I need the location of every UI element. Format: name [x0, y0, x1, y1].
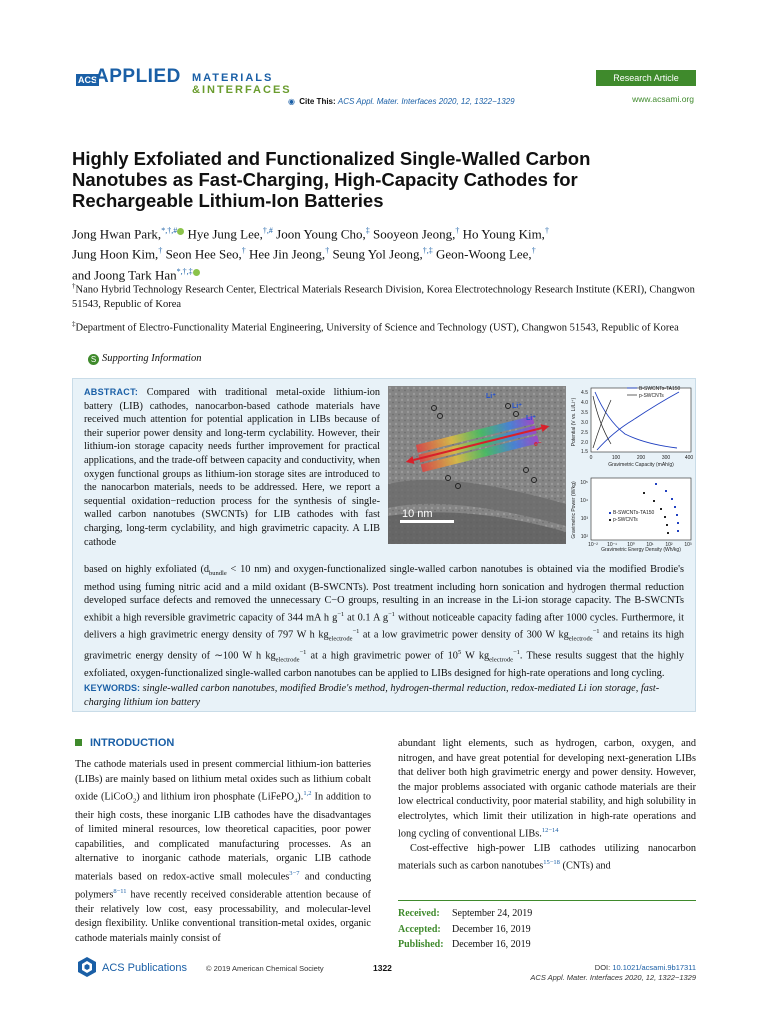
li-ion-label: Li⁺ [486, 393, 496, 400]
ragone-plot [567, 472, 695, 552]
y-tick: 3.5 [581, 410, 588, 416]
affiliation [72, 317, 702, 336]
article-type-badge: Research Article [596, 70, 696, 86]
body-text: have recently received considerable attention because of their relatively low cost, easy processability, and molecular-level design flexibility. Unlike conventional transition-metal oxides, organic cathode materials mainly consist of [75, 889, 371, 944]
y-tick: 10² [580, 534, 588, 540]
citation-ref[interactable]: 8−11 [113, 887, 127, 895]
author-mark: ‡ [365, 226, 370, 235]
abstract-sub: electrode [328, 635, 353, 643]
legend-entry: p-SWCNTs [613, 517, 638, 523]
affiliation [72, 279, 702, 312]
y-tick: 3.0 [581, 420, 588, 426]
acs-publications-logo[interactable] [76, 956, 196, 980]
cite-label: Cite This: [299, 97, 336, 106]
y-tick: 1.5 [581, 449, 588, 455]
x-tick: 10¹ [646, 542, 654, 548]
orcid-icon[interactable] [177, 228, 184, 235]
abstract-text: and retains its high gravimetric energy density of ∼100 W h kg [84, 629, 684, 662]
y-tick: 2.5 [581, 430, 588, 436]
section-heading [75, 737, 174, 749]
body-text: In addition to their high costs, these inorganic LIB cathodes have the disadvantages of limited mineral resources, low theoretical capacities, poor power capabilities, and complicated manufacturing processes. As an alternative to inorganic cathode materials, organic LIB cathode materials based on redox-active small molecules [75, 791, 371, 883]
x-tick: 200 [636, 455, 646, 461]
y-tick: 2.0 [581, 440, 588, 446]
author[interactable]: Seon Hee Seo, [165, 246, 242, 262]
affiliation-text: Nano Hybrid Technology Research Center, Electrical Materials Research Division, Korea Electrotechnology Research Institute (KERI), Changwon 51543, Republic of Korea [72, 284, 695, 310]
body-text: abundant light elements, such as hydrogen, carbon, oxygen, and nitrogen, and have great potential for developing next-generation LIBs that deliver both high gravimetric energy and power density. However, the major problems associated with organic cathode materials are their low electrical conductivity, poor material stability, and high solubility in electrolytes, which limit their utilization in high-rate operations and long cycling of conventional LIBs. [398, 738, 696, 840]
abstract-text: W kg [461, 650, 490, 662]
abstract-text: at 0.1 A g [344, 612, 388, 624]
logo-applied: APPLIED [95, 66, 181, 87]
citation-ref[interactable]: 3−7 [289, 869, 300, 877]
author[interactable]: Sooyeon Jeong, [372, 226, 456, 242]
electron-label: e⁻ [534, 441, 542, 448]
page-number: 1322 [373, 963, 392, 973]
y-axis-label: Gravimetric Power (W/kg) [571, 481, 577, 539]
y-tick: 10⁵ [580, 480, 588, 486]
intro-right-column [398, 737, 696, 874]
footer-citation: ACS Appl. Mater. Interfaces 2020, 12, 1322−1329 [530, 973, 696, 982]
body-text: ). [297, 791, 304, 803]
doi-label: DOI: [594, 963, 611, 972]
abstract-sup: −1 [299, 648, 307, 656]
doi-block [530, 963, 696, 983]
x-tick: 10⁻¹ [607, 542, 617, 548]
legend-entry: p-SWCNTs [639, 393, 664, 399]
voltage-capacity-plot [567, 382, 695, 472]
y-ticks [581, 390, 588, 455]
ragone-svg [567, 472, 695, 552]
acs-hexagon-icon [76, 956, 98, 978]
tem-image [388, 386, 566, 544]
abstract-full-width [84, 563, 684, 681]
author[interactable]: and Joong Tark Han [72, 266, 177, 282]
citation-ref[interactable]: 1,2 [303, 790, 312, 797]
abstract-text: based on highly exfoliated (d [84, 564, 210, 575]
legend-entry: B-SWCNTs-TA150 [639, 386, 681, 392]
author[interactable]: Hee Jin Jeong, [249, 246, 326, 262]
received-label: Received: [398, 908, 440, 919]
legend-entry: B-SWCNTs-TA150 [613, 510, 655, 516]
logo-materials: MATERIALS [192, 72, 274, 84]
author-mark: † [455, 226, 460, 235]
body-text: ) and lithium iron phosphate (LiFePO [136, 791, 295, 803]
logo-interfaces: &INTERFACES [192, 84, 292, 96]
published-date: December 16, 2019 [452, 939, 531, 950]
author-mark: † [325, 246, 330, 256]
abstract-sub: electrode [568, 635, 593, 643]
copyright: © 2019 American Chemical Society [206, 964, 324, 973]
x-axis-label: Gravimetric Capacity (mAh/g) [608, 462, 674, 468]
voltage-capacity-svg [567, 382, 695, 472]
li-ion-label: Li⁺ [526, 415, 536, 422]
author[interactable]: Ho Young Kim, [462, 226, 545, 242]
abstract-label: ABSTRACT: [84, 387, 139, 397]
body-text: and conducting polymers [75, 871, 371, 901]
x-ticks [590, 455, 694, 461]
y-axis-label: Potential (V vs. Li/Li⁺) [571, 397, 577, 447]
li-ion-label: Li⁺ [512, 403, 522, 410]
author-list [72, 222, 702, 283]
abstract-text: < 10 nm) and oxygen-functionalized single-walled carbon nanotubes is obtained via the modified Brodie's method using fuming nitric acid and a mild oxidant (B-SWCNTs). Post treatment including horn sonication and hydrogen thermal reduction developed surface defects and removed the unnecessary C−O groups, resulting in an increase in the Li-ion storage capacity. The B-SWCNTs exhibit a high reversible gravimetric capacity of 344 mA h g [84, 564, 684, 624]
abstract-text: without noticeable capacity fading after 1000 cycles. Furthermore, it delivers a high gravimetric energy density of 797 W h kg [84, 612, 684, 641]
journal-logo [76, 66, 296, 106]
accepted-label: Accepted: [398, 923, 441, 935]
abstract-sub: electrode [489, 656, 513, 664]
received-date: September 24, 2019 [452, 908, 533, 919]
author-mark: † [544, 226, 549, 235]
accepted-date: December 16, 2019 [452, 923, 531, 935]
author[interactable]: Geon-Woong Lee, [435, 246, 532, 262]
author[interactable]: Seung Yol Jeong, [332, 246, 423, 262]
section-bullet [75, 739, 82, 746]
y-tick: 10³ [580, 516, 588, 522]
sub-2: 2 [132, 797, 137, 805]
supporting-info-link[interactable] [88, 353, 201, 365]
author-mark: † [241, 246, 246, 256]
abstract-sub: bundle [209, 570, 227, 578]
sub-4: 4 [294, 797, 298, 805]
section-heading-text: INTRODUCTION [90, 737, 175, 749]
keywords-text: single-walled carbon nanotubes, modified Brodie's method, hydrogen-thermal reduction, redox-mediated Li ion storage, fast-charging lithium ion battery [84, 683, 660, 708]
supporting-info-label: Supporting Information [102, 353, 202, 364]
author-mark: † [158, 246, 163, 256]
journal-website-link[interactable]: www.acsami.org [632, 94, 694, 104]
abstract-sup: −1 [337, 610, 345, 618]
supporting-info-icon: S [88, 354, 99, 365]
citation-ref[interactable]: 15−18 [543, 859, 560, 867]
abstract-sup: −1 [352, 627, 360, 635]
scale-bar-label: 10 nm [402, 508, 433, 520]
x-tick: 400 [684, 455, 694, 461]
x-axis-label: Gravimetric Energy Density (Wh/kg) [601, 547, 681, 552]
article-dates [398, 906, 532, 953]
cite-this[interactable] [288, 97, 515, 106]
y-tick: 4.0 [581, 400, 588, 406]
citation-ref[interactable]: 12−14 [541, 827, 559, 834]
abstract-sup: 5 [457, 648, 462, 656]
affiliation-mark: ‡ [72, 320, 76, 328]
abstract-column [84, 386, 380, 549]
affiliation-text: Department of Electro-Functionality Material Engineering, University of Science and Technology (UST), Changwon 51543, Republic of Korea [75, 322, 679, 334]
doi-link[interactable]: 10.1021/acsami.9b17311 [612, 963, 696, 972]
x-tick: 0 [589, 455, 593, 461]
author-mark: †,# [262, 226, 273, 235]
abstract-text: at a low gravimetric power density of 300 W kg [359, 629, 569, 641]
author-mark: *,†,‡ [176, 266, 193, 276]
cite-icon: ◉ [288, 97, 295, 106]
x-tick: 10² [665, 542, 673, 548]
body-text: Cost-effective high-power LIB cathodes utilizing nanocarbon materials such as carbon nanotubes [398, 842, 696, 872]
abstract-col-text: Compared with traditional metal-oxide lithium-ion battery (LIB) cathodes, nanocarbon-based cathode materials have received much attention for potential application in LIBs because of their superior power density and long-term cyclability. However, their lithium-ion storage capacity needs further improvement for practical applications, and the trade-off between capacity and conductivity, when oxygen functional groups as lithium-ion storage sites are introduced to the nanocarbon materials, needs to be addressed. Here, we report a sequential oxidation−reduction process for the synthesis of single-walled carbon nanotubes (SWCNTs) for LIB cathodes with fast charging, long-term cyclability, and high gravimetric capacity. A LIB cathode [84, 387, 381, 548]
abstract-sup: −1 [388, 610, 395, 618]
author-mark: † [531, 246, 536, 256]
x-tick: 10³ [684, 542, 692, 548]
publisher-name: ACS Publications [102, 962, 187, 974]
keywords [84, 682, 684, 709]
published-label: Published: [398, 939, 444, 950]
affiliation-mark: † [72, 282, 76, 290]
keywords-label: KEYWORDS: [84, 683, 140, 693]
body-text: The cathode materials used in present commercial lithium-ion batteries (LIBs) are mainly based on lithium metal oxides such as lithium cobalt oxide (LiCoO [75, 759, 371, 803]
article-title: Highly Exfoliated and Functionalized Single-Walled Carbon Nanotubes as Fast-Charging, High-Capacity Cathodes for Rechargeable Lithium-Ion Batteries [72, 148, 591, 211]
abstract-sub: electrode [275, 656, 300, 664]
abstract-sup: −1 [513, 648, 520, 656]
scale-bar [400, 520, 454, 523]
x-tick: 10⁰ [627, 542, 635, 548]
acs-mark: ACS [78, 75, 98, 85]
cite-text: ACS Appl. Mater. Interfaces 2020, 12, 1322−1329 [337, 97, 515, 106]
x-tick: 100 [611, 455, 621, 461]
body-text: (CNTs) and [559, 860, 611, 872]
y-tick: 10⁴ [580, 498, 588, 504]
author[interactable]: Jong Hwan Park, [72, 226, 162, 242]
abstract-text: at a high gravimetric power of 10 [306, 650, 458, 662]
abstract-sup: −1 [592, 627, 600, 635]
orcid-icon[interactable] [193, 269, 200, 276]
x-tick: 10⁻² [588, 542, 598, 548]
x-tick: 300 [661, 455, 671, 461]
author-mark: †,‡ [422, 246, 433, 256]
author[interactable]: Jung Hoon Kim, [72, 246, 159, 262]
author[interactable]: Hye Jung Lee, [187, 226, 263, 242]
y-tick: 4.5 [581, 390, 588, 396]
author-mark: *,†,# [161, 226, 178, 235]
abstract-text: . These results suggest that the highly exfoliated, oxygen-functionalized single-walled carbon nanotubes can be applied to LIBs designed for high-rate operations and long cycling. [84, 650, 685, 679]
intro-left-column [75, 758, 371, 946]
author[interactable]: Joon Young Cho, [276, 226, 366, 242]
dates-divider [398, 900, 696, 901]
